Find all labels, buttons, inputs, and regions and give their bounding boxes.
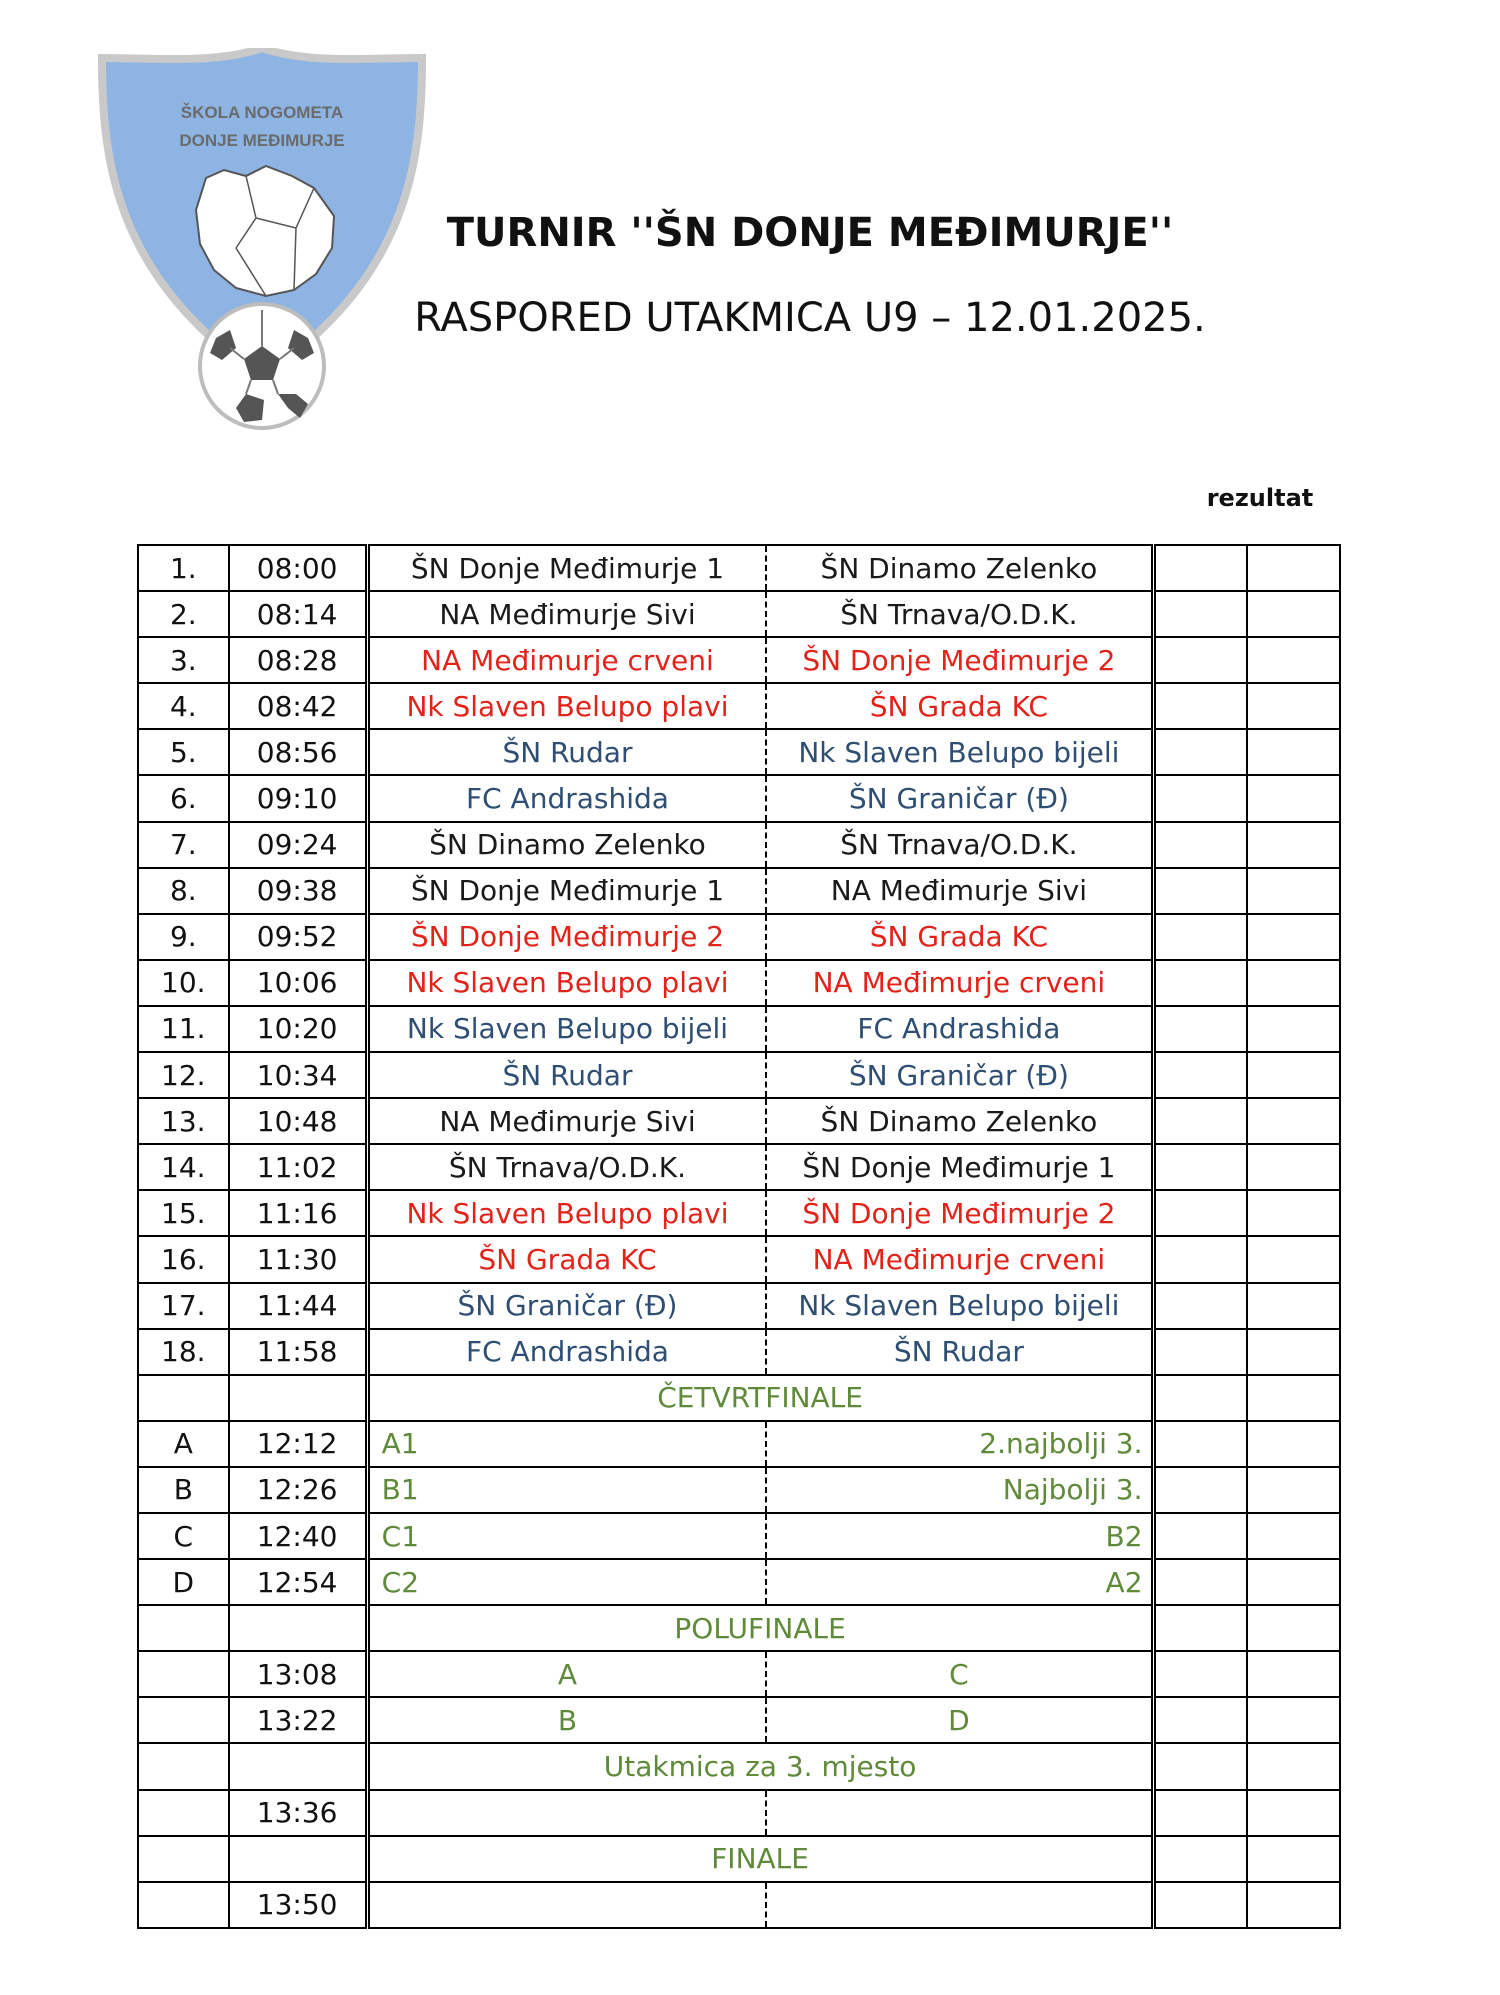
match-number: D <box>138 1559 229 1605</box>
logo-line1: ŠKOLA NOGOMETA <box>180 103 344 122</box>
away-team: Najbolji 3. <box>766 1467 1153 1513</box>
away-team: ŠN Grada KC <box>766 914 1153 960</box>
match-number: 3. <box>138 637 229 683</box>
home-score-cell[interactable] <box>1153 775 1247 821</box>
away-score-cell[interactable] <box>1247 1421 1340 1467</box>
table-row <box>138 1190 1340 1236</box>
away-team: ŠN Trnava/O.D.K. <box>766 822 1153 868</box>
home-score-cell[interactable] <box>1153 914 1247 960</box>
away-score-cell[interactable] <box>1247 1790 1340 1836</box>
table-row <box>138 1882 1340 1928</box>
match-time: 11:02 <box>229 1144 368 1190</box>
home-score-cell[interactable] <box>1153 1052 1247 1098</box>
table-row <box>138 822 1340 868</box>
match-number <box>138 1651 229 1697</box>
home-team: ŠN Trnava/O.D.K. <box>367 1144 766 1190</box>
table-row <box>138 1467 1340 1513</box>
away-score-cell[interactable] <box>1247 1144 1340 1190</box>
match-number <box>138 1882 229 1928</box>
match-number: 6. <box>138 775 229 821</box>
table-row <box>138 683 1340 729</box>
away-score-cell[interactable] <box>1247 1283 1340 1329</box>
match-number: 2. <box>138 591 229 637</box>
match-number: 17. <box>138 1283 229 1329</box>
away-team: ŠN Rudar <box>766 1329 1153 1375</box>
away-score-cell[interactable] <box>1247 545 1340 591</box>
match-number: A <box>138 1421 229 1467</box>
home-score-cell[interactable] <box>1153 683 1247 729</box>
match-number: 13. <box>138 1098 229 1144</box>
match-time: 08:56 <box>229 729 368 775</box>
home-score-cell[interactable] <box>1153 1651 1247 1697</box>
match-number: 8. <box>138 868 229 914</box>
match-time: 11:30 <box>229 1236 368 1282</box>
away-score-cell[interactable] <box>1247 914 1340 960</box>
match-number: 18. <box>138 1329 229 1375</box>
club-logo <box>96 48 428 448</box>
match-number <box>138 1790 229 1836</box>
home-score-cell[interactable] <box>1153 1006 1247 1052</box>
table-row <box>138 914 1340 960</box>
home-score-cell[interactable] <box>1153 545 1247 591</box>
home-score-cell[interactable] <box>1153 1882 1247 1928</box>
home-team: ŠN Dinamo Zelenko <box>367 822 766 868</box>
match-time: 08:14 <box>229 591 368 637</box>
logo-line2: DONJE MEĐIMURJE <box>179 131 345 150</box>
home-team: A <box>367 1651 766 1697</box>
match-number <box>138 1697 229 1743</box>
table-row <box>138 1236 1340 1282</box>
away-score-cell[interactable] <box>1247 1651 1340 1697</box>
away-score-cell[interactable] <box>1247 1329 1340 1375</box>
home-score-cell[interactable] <box>1153 1467 1247 1513</box>
match-number: 10. <box>138 960 229 1006</box>
match-number: 15. <box>138 1190 229 1236</box>
stage-row <box>138 1743 1340 1789</box>
away-team: ŠN Graničar (Đ) <box>766 775 1153 821</box>
home-team: Nk Slaven Belupo plavi <box>367 1190 766 1236</box>
table-row <box>138 591 1340 637</box>
home-team <box>367 1790 766 1836</box>
match-time: 09:38 <box>229 868 368 914</box>
empty-cell <box>138 1375 229 1421</box>
final-heading: FINALE <box>367 1836 1153 1882</box>
result-column-label: rezultat <box>1206 484 1314 512</box>
match-time: 09:10 <box>229 775 368 821</box>
home-score-cell[interactable] <box>1153 822 1247 868</box>
away-team: 2.najbolji 3. <box>766 1421 1153 1467</box>
away-score-cell[interactable] <box>1247 1190 1340 1236</box>
away-team: B2 <box>766 1513 1153 1559</box>
match-time: 08:42 <box>229 683 368 729</box>
match-time: 12:54 <box>229 1559 368 1605</box>
match-time: 09:52 <box>229 914 368 960</box>
football-icon <box>200 304 324 428</box>
table-row <box>138 868 1340 914</box>
home-score-cell[interactable] <box>1153 1421 1247 1467</box>
home-team: NA Međimurje Sivi <box>367 1098 766 1144</box>
table-row <box>138 1513 1340 1559</box>
match-number: 11. <box>138 1006 229 1052</box>
home-team: ŠN Rudar <box>367 1052 766 1098</box>
match-time: 10:06 <box>229 960 368 1006</box>
away-score-cell[interactable] <box>1247 1513 1340 1559</box>
home-score-cell[interactable] <box>1153 1697 1247 1743</box>
empty-cell <box>229 1375 368 1421</box>
table-row <box>138 960 1340 1006</box>
away-score-cell[interactable] <box>1247 637 1340 683</box>
away-score-cell[interactable] <box>1247 591 1340 637</box>
table-row <box>138 1052 1340 1098</box>
match-number: 5. <box>138 729 229 775</box>
away-team: Nk Slaven Belupo bijeli <box>766 1283 1153 1329</box>
empty-cell <box>138 1605 229 1651</box>
table-row <box>138 637 1340 683</box>
home-score-cell[interactable] <box>1153 1236 1247 1282</box>
home-team: ŠN Graničar (Đ) <box>367 1283 766 1329</box>
empty-cell <box>1247 1375 1340 1421</box>
match-time: 13:08 <box>229 1651 368 1697</box>
home-score-cell[interactable] <box>1153 1098 1247 1144</box>
away-team: NA Međimurje crveni <box>766 1236 1153 1282</box>
schedule-table <box>137 544 1341 1929</box>
away-score-cell[interactable] <box>1247 1697 1340 1743</box>
empty-cell <box>138 1836 229 1882</box>
away-score-cell[interactable] <box>1247 1236 1340 1282</box>
away-score-cell[interactable] <box>1247 1467 1340 1513</box>
table-row <box>138 729 1340 775</box>
match-number: 1. <box>138 545 229 591</box>
home-score-cell[interactable] <box>1153 1144 1247 1190</box>
away-score-cell[interactable] <box>1247 775 1340 821</box>
home-score-cell[interactable] <box>1153 1190 1247 1236</box>
empty-cell <box>229 1743 368 1789</box>
away-score-cell[interactable] <box>1247 1098 1340 1144</box>
match-time: 13:50 <box>229 1882 368 1928</box>
away-score-cell[interactable] <box>1247 868 1340 914</box>
home-team: C1 <box>367 1513 766 1559</box>
away-team: ŠN Dinamo Zelenko <box>766 1098 1153 1144</box>
away-team: ŠN Donje Međimurje 2 <box>766 637 1153 683</box>
home-team: B <box>367 1697 766 1743</box>
match-time: 13:22 <box>229 1697 368 1743</box>
table-row <box>138 1144 1340 1190</box>
away-team: Nk Slaven Belupo bijeli <box>766 729 1153 775</box>
away-team: ŠN Trnava/O.D.K. <box>766 591 1153 637</box>
match-number: 4. <box>138 683 229 729</box>
empty-cell <box>138 1743 229 1789</box>
empty-cell <box>1247 1743 1340 1789</box>
home-team: A1 <box>367 1421 766 1467</box>
page-title: TURNIR ''ŠN DONJE MEĐIMURJE'' <box>446 210 1174 256</box>
away-team: C <box>766 1651 1153 1697</box>
table-row <box>138 1559 1340 1605</box>
away-team: D <box>766 1697 1153 1743</box>
table-row <box>138 775 1340 821</box>
away-score-cell[interactable] <box>1247 822 1340 868</box>
home-team: NA Međimurje crveni <box>367 637 766 683</box>
shield-icon <box>96 48 428 448</box>
home-score-cell[interactable] <box>1153 1513 1247 1559</box>
table-row <box>138 1283 1340 1329</box>
table-row <box>138 1006 1340 1052</box>
empty-cell <box>1153 1375 1247 1421</box>
table-row <box>138 1098 1340 1144</box>
home-score-cell[interactable] <box>1153 1559 1247 1605</box>
away-team: NA Međimurje crveni <box>766 960 1153 1006</box>
match-time: 12:26 <box>229 1467 368 1513</box>
match-number: B <box>138 1467 229 1513</box>
home-score-cell[interactable] <box>1153 729 1247 775</box>
away-team: ŠN Graničar (Đ) <box>766 1052 1153 1098</box>
match-time: 08:00 <box>229 545 368 591</box>
match-time: 12:40 <box>229 1513 368 1559</box>
away-team: A2 <box>766 1559 1153 1605</box>
empty-cell <box>1153 1836 1247 1882</box>
match-time: 08:28 <box>229 637 368 683</box>
home-team: B1 <box>367 1467 766 1513</box>
match-time: 09:24 <box>229 822 368 868</box>
home-score-cell[interactable] <box>1153 591 1247 637</box>
match-number: C <box>138 1513 229 1559</box>
semifinals-heading: POLUFINALE <box>367 1605 1153 1651</box>
table-row <box>138 545 1340 591</box>
home-score-cell[interactable] <box>1153 1283 1247 1329</box>
home-team: ŠN Rudar <box>367 729 766 775</box>
home-score-cell[interactable] <box>1153 1790 1247 1836</box>
home-score-cell[interactable] <box>1153 868 1247 914</box>
table-row <box>138 1651 1340 1697</box>
home-team: FC Andrashida <box>367 1329 766 1375</box>
away-team: FC Andrashida <box>766 1006 1153 1052</box>
home-team: C2 <box>367 1559 766 1605</box>
stage-row <box>138 1605 1340 1651</box>
away-score-cell[interactable] <box>1247 1052 1340 1098</box>
away-score-cell[interactable] <box>1247 960 1340 1006</box>
empty-cell <box>1247 1605 1340 1651</box>
empty-cell <box>1153 1743 1247 1789</box>
away-team: ŠN Dinamo Zelenko <box>766 545 1153 591</box>
home-team: ŠN Donje Međimurje 1 <box>367 868 766 914</box>
match-number: 14. <box>138 1144 229 1190</box>
third-place-heading: Utakmica za 3. mjesto <box>367 1743 1153 1789</box>
away-team <box>766 1882 1153 1928</box>
table-row <box>138 1329 1340 1375</box>
match-number: 9. <box>138 914 229 960</box>
stage-row <box>138 1836 1340 1882</box>
away-team <box>766 1790 1153 1836</box>
away-score-cell[interactable] <box>1247 1882 1340 1928</box>
away-team: ŠN Grada KC <box>766 683 1153 729</box>
home-score-cell[interactable] <box>1153 1329 1247 1375</box>
empty-cell <box>229 1605 368 1651</box>
home-team <box>367 1882 766 1928</box>
match-number: 12. <box>138 1052 229 1098</box>
home-team: ŠN Grada KC <box>367 1236 766 1282</box>
home-team: ŠN Donje Međimurje 2 <box>367 914 766 960</box>
match-time: 11:16 <box>229 1190 368 1236</box>
away-score-cell[interactable] <box>1247 683 1340 729</box>
match-time: 13:36 <box>229 1790 368 1836</box>
home-score-cell[interactable] <box>1153 960 1247 1006</box>
away-team: ŠN Donje Međimurje 1 <box>766 1144 1153 1190</box>
match-time: 11:44 <box>229 1283 368 1329</box>
match-time: 10:20 <box>229 1006 368 1052</box>
away-team: ŠN Donje Međimurje 2 <box>766 1190 1153 1236</box>
match-number: 16. <box>138 1236 229 1282</box>
home-team: Nk Slaven Belupo plavi <box>367 683 766 729</box>
empty-cell <box>229 1836 368 1882</box>
match-number: 7. <box>138 822 229 868</box>
table-row <box>138 1421 1340 1467</box>
empty-cell <box>1153 1605 1247 1651</box>
away-score-cell[interactable] <box>1247 729 1340 775</box>
away-score-cell[interactable] <box>1247 1006 1340 1052</box>
page-subtitle: RASPORED UTAKMICA U9 – 12.01.2025. <box>414 295 1206 341</box>
match-time: 11:58 <box>229 1329 368 1375</box>
home-team: NA Međimurje Sivi <box>367 591 766 637</box>
home-team: ŠN Donje Međimurje 1 <box>367 545 766 591</box>
home-team: Nk Slaven Belupo plavi <box>367 960 766 1006</box>
empty-cell <box>1247 1836 1340 1882</box>
match-time: 10:48 <box>229 1098 368 1144</box>
stage-row <box>138 1375 1340 1421</box>
match-time: 10:34 <box>229 1052 368 1098</box>
table-row <box>138 1790 1340 1836</box>
quarterfinals-heading: ČETVRTFINALE <box>367 1375 1153 1421</box>
table-row <box>138 1697 1340 1743</box>
home-score-cell[interactable] <box>1153 637 1247 683</box>
away-score-cell[interactable] <box>1247 1559 1340 1605</box>
home-team: Nk Slaven Belupo bijeli <box>367 1006 766 1052</box>
away-team: NA Međimurje Sivi <box>766 868 1153 914</box>
match-time: 12:12 <box>229 1421 368 1467</box>
home-team: FC Andrashida <box>367 775 766 821</box>
